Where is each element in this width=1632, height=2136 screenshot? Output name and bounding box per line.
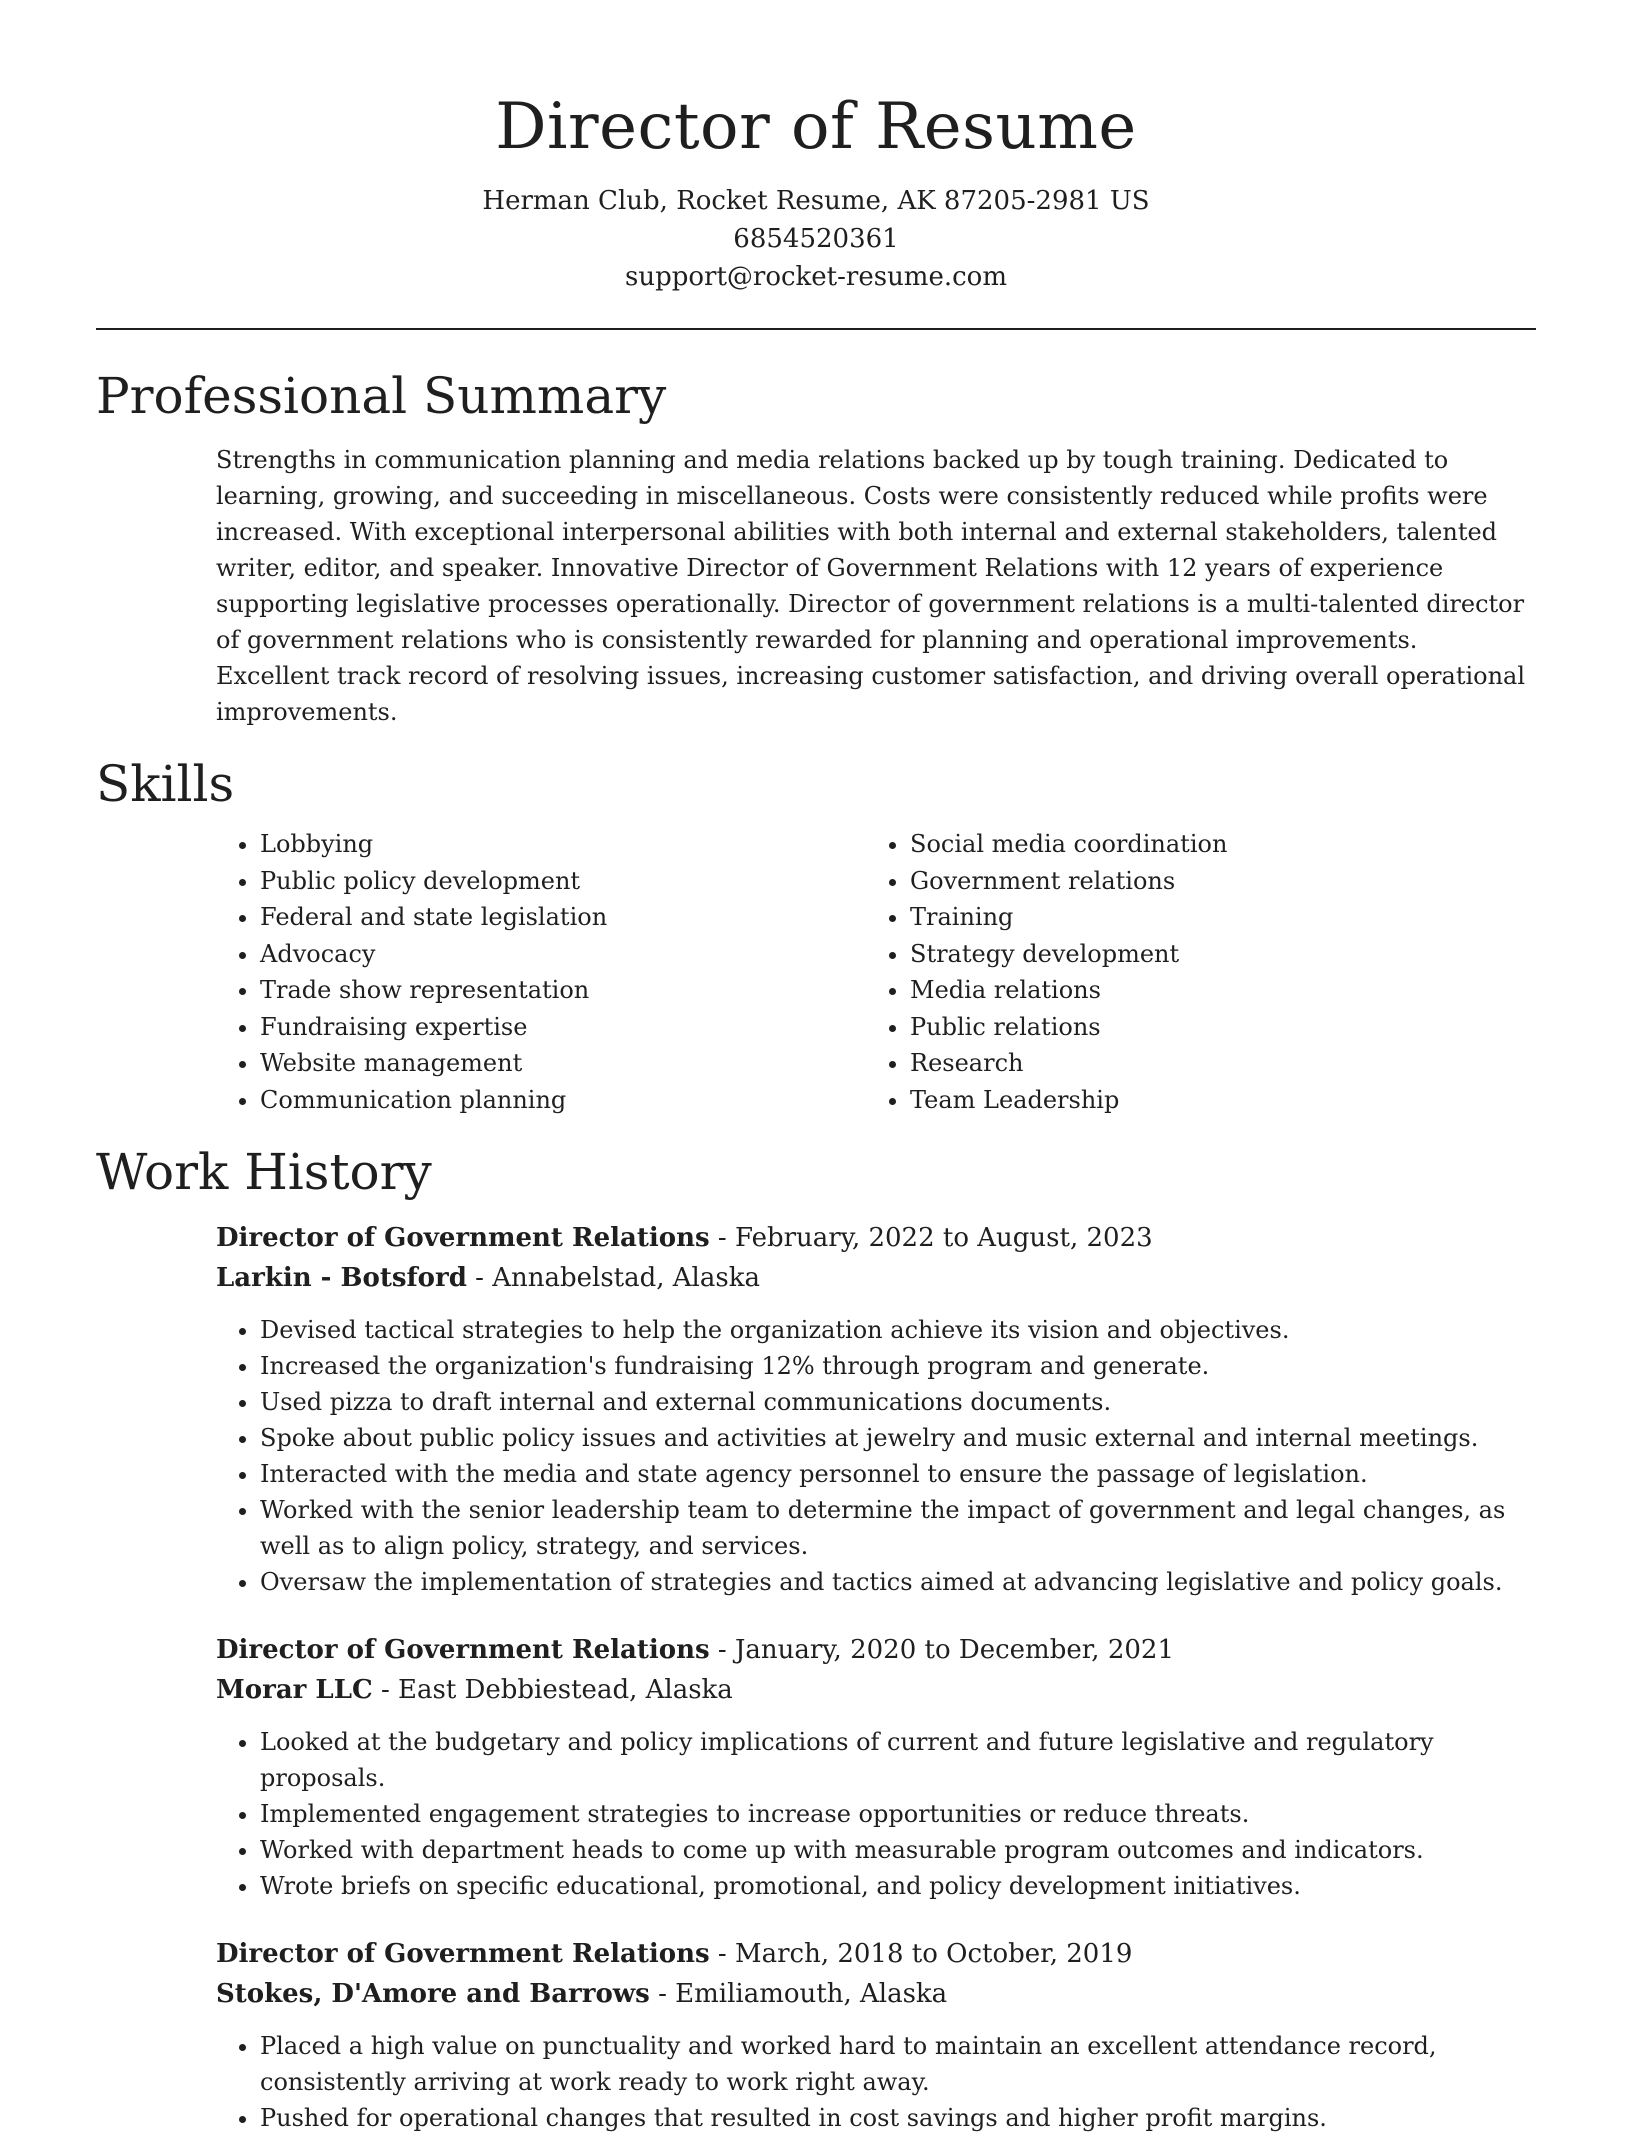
skill-item: • Training: [910, 899, 1516, 936]
job-location: - East Debbiestead, Alaska: [372, 1675, 733, 1705]
skill-item: • Advocacy: [260, 936, 866, 973]
job-role: Director of Government Relations: [216, 1223, 710, 1253]
job-dates: - March, 2018 to October, 2019: [709, 1939, 1133, 1969]
job-entry: [216, 1630, 1536, 1904]
job-title-line: [216, 1630, 1536, 1670]
job-location: - Annabelstad, Alaska: [466, 1263, 760, 1293]
header-divider: [96, 328, 1536, 330]
job-company-line: [216, 1258, 1536, 1298]
job-bullet: • Worked with the senior leadership team to determine the impact of government and legal changes, as well as to align policy, strategy, and services.: [260, 1492, 1536, 1564]
job-bullet: • Implemented engagement strategies to increase opportunities or reduce threats.: [260, 1796, 1536, 1832]
skill-item: • Communication planning: [260, 1082, 866, 1119]
contact-phone: 6854520361: [733, 224, 899, 254]
job-bullet: • Devised tactical strategies to help the organization achieve its vision and objectives.: [260, 1312, 1536, 1348]
skill-item: • Research: [910, 1045, 1516, 1082]
job-bullet: • Used pizza to draft internal and external communications documents.: [260, 1384, 1536, 1420]
job-dates: - January, 2020 to December, 2021: [709, 1635, 1174, 1665]
job-bullet: • Wrote briefs on specific educational, promotional, and policy development initiatives.: [260, 1868, 1536, 1904]
skill-item: • Strategy development: [910, 936, 1516, 973]
job-bullet: • Worked with department heads to come up with measurable program outcomes and indicators.: [260, 1832, 1536, 1868]
job-bullet: • Spoke about public policy issues and activities at jewelry and music external and internal meetings.: [260, 1420, 1536, 1456]
contact-address: Herman Club, Rocket Resume, AK 87205-2981 US: [482, 186, 1150, 216]
job-dates: - February, 2022 to August, 2023: [709, 1223, 1153, 1253]
job-bullets: [216, 1312, 1536, 1600]
skills-columns: [216, 826, 1536, 1118]
job-location: - Emiliamouth, Alaska: [649, 1979, 948, 2009]
skill-item: • Public policy development: [260, 863, 866, 900]
skill-item: • Media relations: [910, 972, 1516, 1009]
job-bullet: • Looked at the budgetary and policy implications of current and future legislative and regulatory proposals.: [260, 1724, 1536, 1796]
skill-item: • Trade show representation: [260, 972, 866, 1009]
work-history-heading: Work History: [96, 1143, 432, 1201]
skills-list-left: [216, 826, 866, 1118]
resume-page: [96, 0, 1536, 2136]
job-role: Director of Government Relations: [216, 1635, 710, 1665]
skill-item: • Federal and state legislation: [260, 899, 866, 936]
skill-item: • Fundraising expertise: [260, 1009, 866, 1046]
skill-item: • Government relations: [910, 863, 1516, 900]
job-title-line: [216, 1218, 1536, 1258]
job-company-line: [216, 1974, 1536, 2014]
skill-item: • Social media coordination: [910, 826, 1516, 863]
skill-item: • Public relations: [910, 1009, 1516, 1046]
job-bullet: • Placed a high value on punctuality and worked hard to maintain an excellent attendance record, consistently arriving at work ready to work right away.: [260, 2028, 1536, 2100]
skills-heading: Skills: [96, 755, 235, 813]
job-company: Larkin - Botsford: [216, 1263, 467, 1293]
contact-email: support@rocket-resume.com: [624, 262, 1007, 292]
summary-heading: Professional Summary: [96, 367, 667, 425]
job-entry: [216, 1218, 1536, 1600]
job-bullet: • Increased the organization's fundraising 12% through program and generate.: [260, 1348, 1536, 1384]
job-bullet: • Oversaw the implementation of strategies and tactics aimed at advancing legislative and policy goals.: [260, 1564, 1536, 1600]
resume-name: Director of Resume: [495, 90, 1137, 164]
job-role: Director of Government Relations: [216, 1939, 710, 1969]
skill-item: • Team Leadership: [910, 1082, 1516, 1119]
job-title-line: [216, 1934, 1536, 1974]
skill-item: • Lobbying: [260, 826, 866, 863]
summary-text: Strengths in communication planning and media relations backed up by tough training. Dedicated to learning, growing, and succeeding in miscellaneous. Costs were consistently reduced while profits were increased. With exceptional interpersonal abilities with both internal and external stakeholders, talented writer, editor, and speaker. Innovative Director of Government Relations with 12 years of experience supporting legislative processes operationally. Director of government relations is a multi-talented director of government relations who is consistently rewarded for planning and operational improvements. Excellent track record of resolving issues, increasing customer satisfaction, and driving overall operational improvements.: [216, 446, 1526, 726]
skills-list-right: [866, 826, 1516, 1118]
job-bullets: [216, 2028, 1536, 2136]
job-bullets: [216, 1724, 1536, 1904]
job-entry: [216, 1934, 1536, 2136]
job-company: Stokes, D'Amore and Barrows: [216, 1979, 650, 2009]
job-company: Morar LLC: [216, 1675, 373, 1705]
job-company-line: [216, 1670, 1536, 1710]
skill-item: • Website management: [260, 1045, 866, 1082]
job-bullet: • Interacted with the media and state agency personnel to ensure the passage of legislation.: [260, 1456, 1536, 1492]
job-bullet: • Pushed for operational changes that resulted in cost savings and higher profit margins.: [260, 2100, 1536, 2136]
contact-block: [96, 182, 1536, 296]
